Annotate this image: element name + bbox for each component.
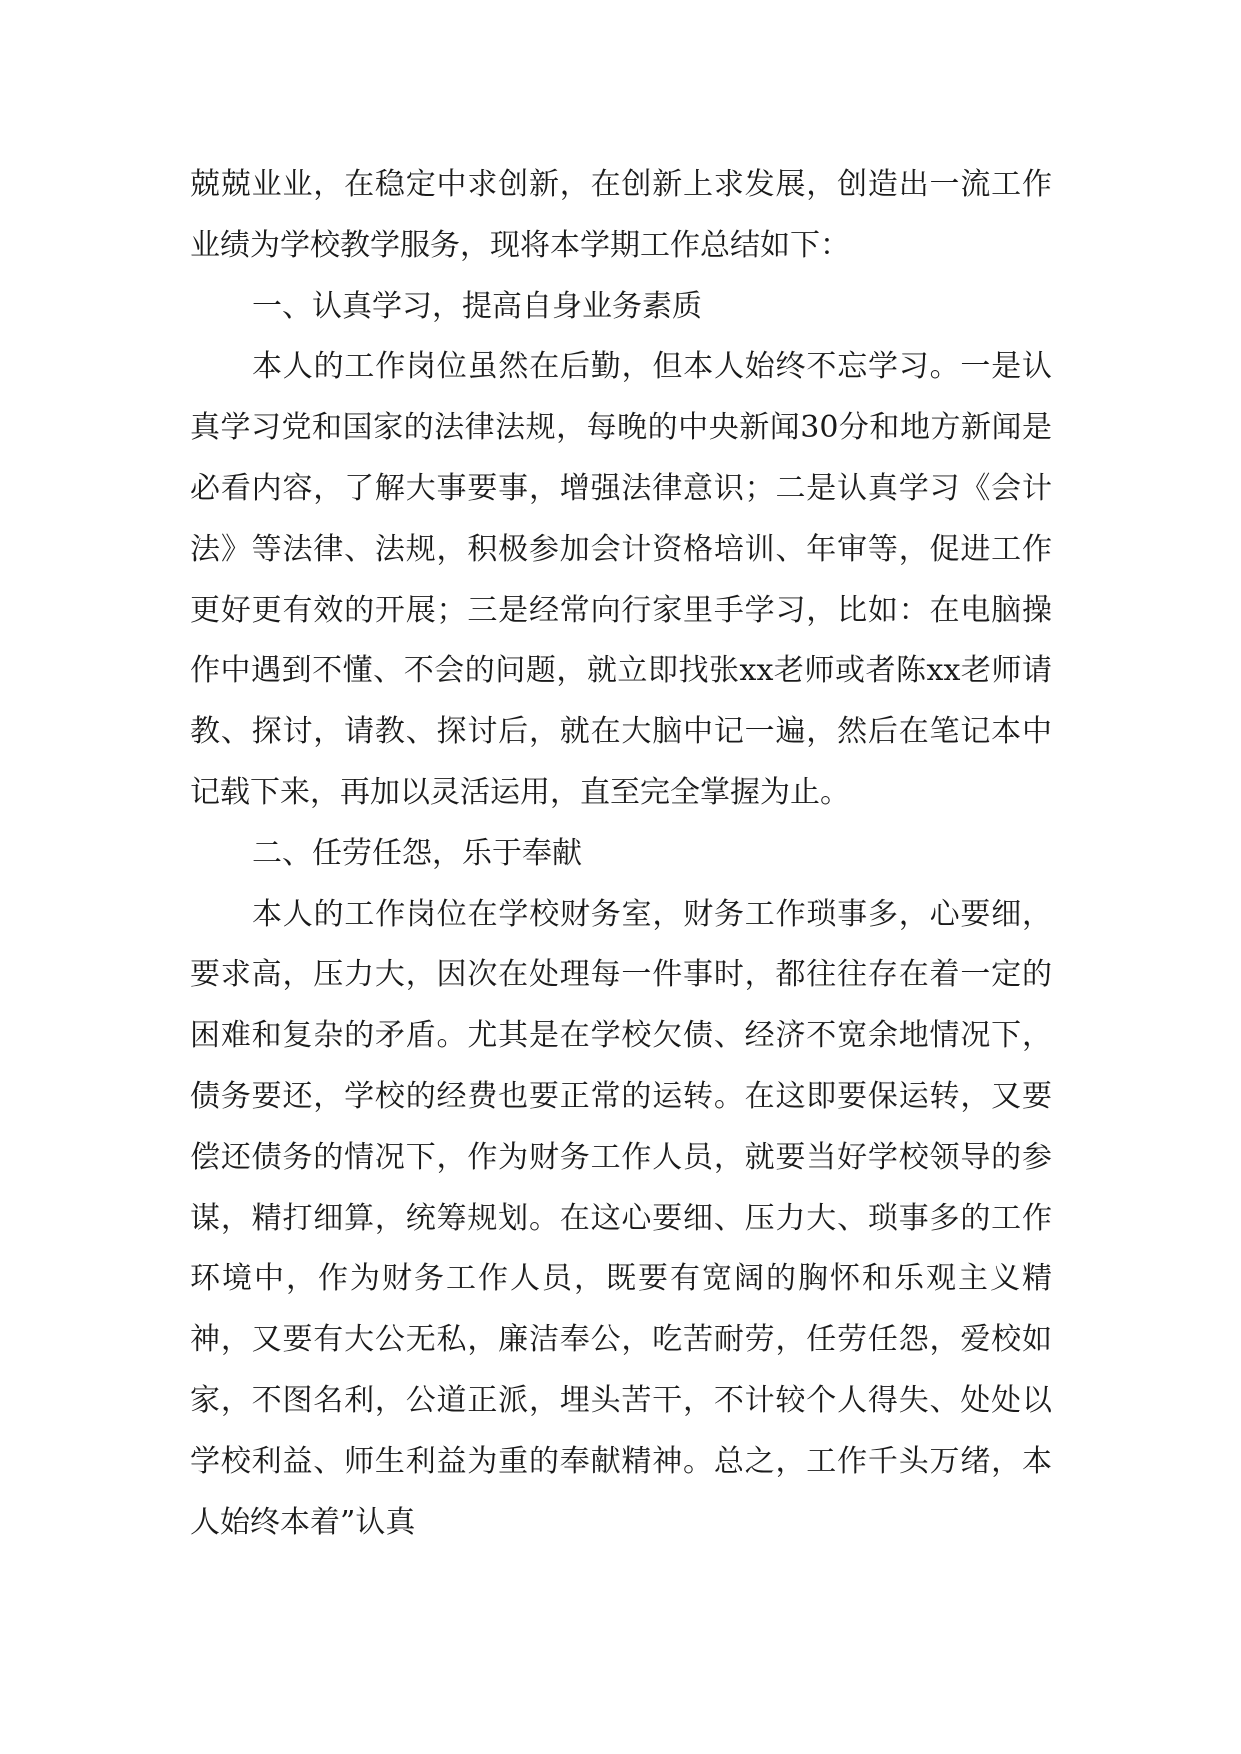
intro-paragraph: 兢兢业业，在稳定中求创新，在创新上求发展，创造出一流工作业绩为学校教学服务，现将本学期工作总结如下： [190, 167, 1052, 263]
study-paragraph: 本人的工作岗位虽然在后勤，但本人始终不忘学习。一是认真学习党和国家的法律法规，每晚的中央新闻30分和地方新闻是必看内容，了解大事要事，增强法律意识；二是认真学习《会计法》等法律、法规，积极参加会计资格培训、年审等，促进工作更好更有效的开展；三是经常向行家里手学习，比如：在电脑操作中遇到不懂、不会的问题，就立即找张xx老师或者陈xx老师请教、探讨，请教、探讨后，就在大脑中记一遍，然后在笔记本中记载下来，再加以灵活运用，直至完全掌握为止。 [190, 349, 1052, 810]
dedication-paragraph: 本人的工作岗位在学校财务室，财务工作琐事多，心要细，要求高，压力大，因次在处理每一件事时，都往往存在着一定的困难和复杂的矛盾。尤其是在学校欠债、经济不宽余地情况下，债务要还，学校的经费也要正常的运转。在这即要保运转，又要偿还债务的情况下，作为财务工作人员，就要当好学校领导的参谋，精打细算，统筹规划。在这心要细、压力大、琐事多的工作环境中，作为财务工作人员，既要有宽阔的胸怀和乐观主义精神，又要有大公无私，廉洁奉公，吃苦耐劳，任劳任怨，爱校如家，不图名利，公道正派，埋头苦干，不计较个人得失、处处以学校利益、师生利益为重的奉献精神。总之，工作千头万绪，本人始终本着”认真 [190, 896, 1052, 1540]
section-heading-dedication: 二、任劳任怨，乐于奉献 [252, 835, 582, 871]
section-heading-study: 一、认真学习，提高自身业务素质 [252, 288, 702, 324]
document-page [190, 155, 1052, 1553]
